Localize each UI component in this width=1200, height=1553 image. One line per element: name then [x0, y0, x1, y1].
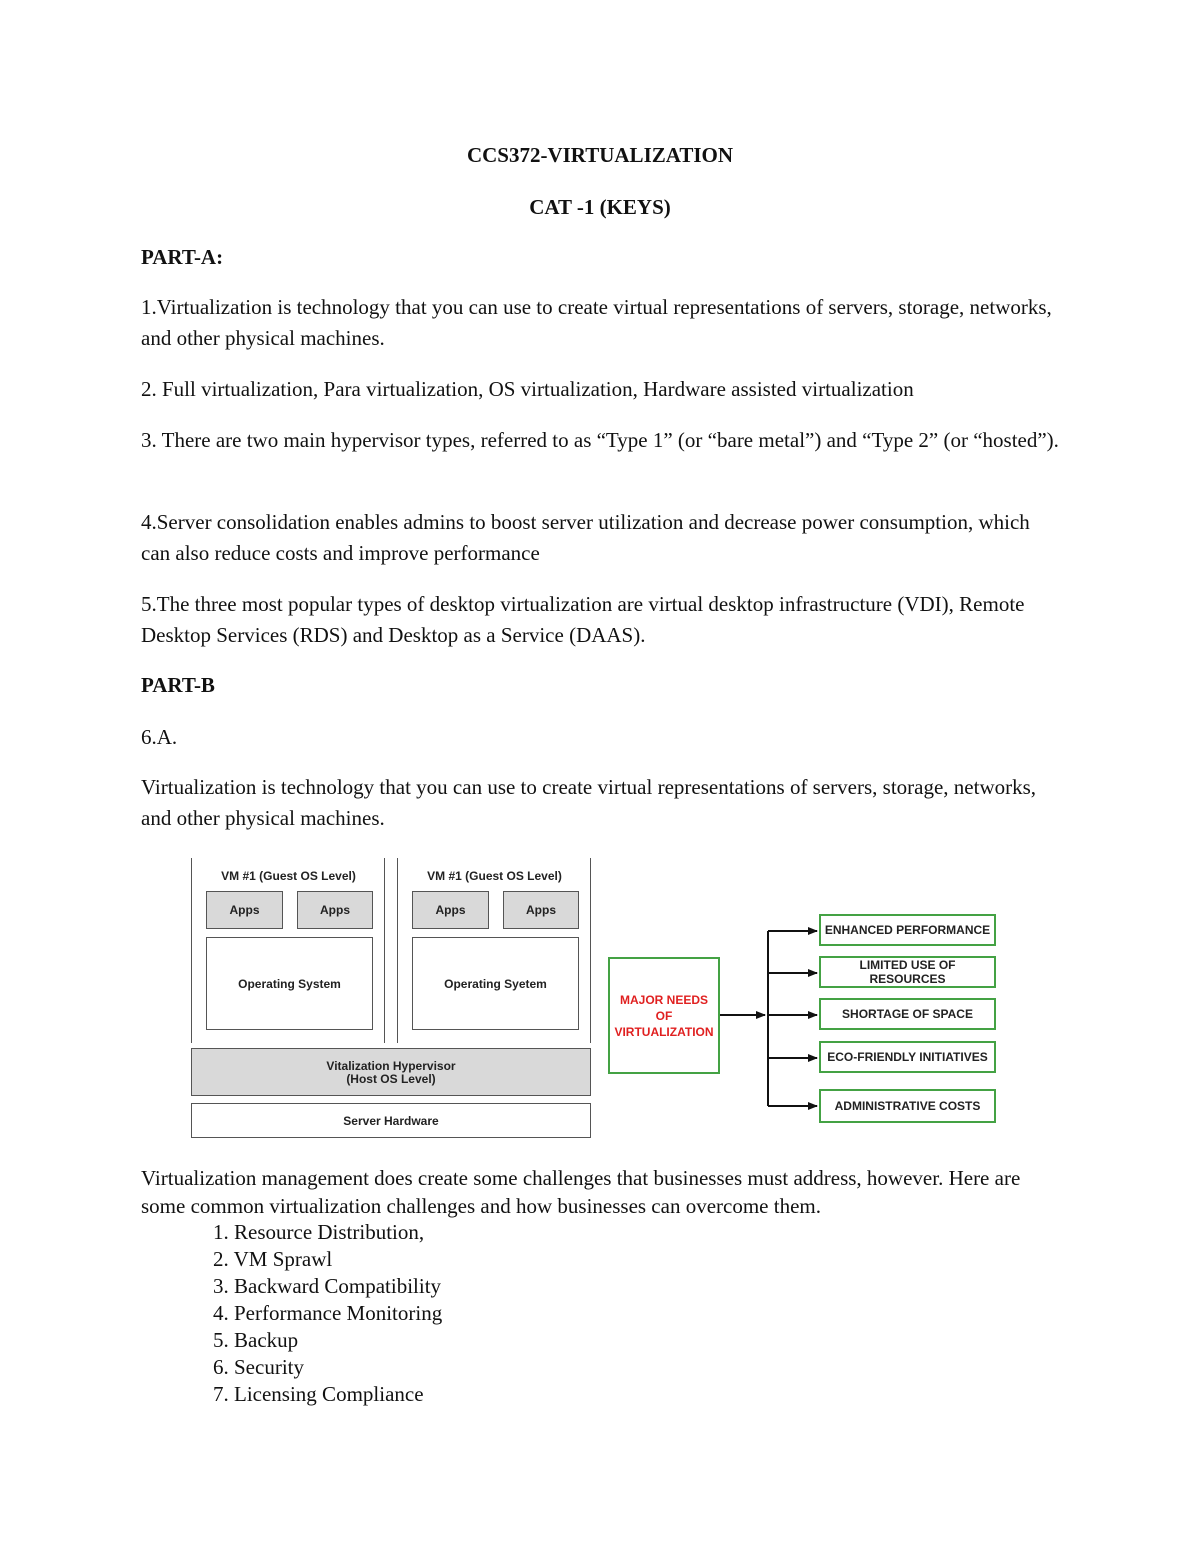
list-item: 7. Licensing Compliance	[213, 1382, 424, 1406]
challenges-list	[213, 1219, 442, 1408]
vm-left-os: Operating System	[206, 937, 373, 1030]
document-title: CCS372-VIRTUALIZATION	[466, 143, 734, 167]
document-subtitle: CAT -1 (KEYS)	[529, 195, 671, 219]
list-item: 5. Backup	[213, 1328, 299, 1352]
major-needs-line-3: VIRTUALIZATION	[614, 1024, 714, 1039]
server-hardware-layer: Server Hardware	[191, 1103, 591, 1138]
part-a-heading: PART-A:	[141, 245, 224, 269]
list-item: 3. Backward Compatibility	[213, 1274, 442, 1298]
question-6-answer-text: Virtualization is technology that you can use to create virtual representations of servers, storage, networks, and other physical machines.	[141, 775, 1037, 830]
vm-left-apps-1: Apps	[206, 891, 283, 929]
vm-right-title: VM #1 (Guest OS Level)	[427, 869, 562, 883]
vm-left-title: VM #1 (Guest OS Level)	[221, 869, 356, 883]
vm-right-apps-1: Apps	[412, 891, 489, 929]
answer-3-text: 3. There are two main hypervisor types, referred to as “Type 1” (or “bare metal”) and “Type 2” (or “hosted”).	[141, 428, 1059, 452]
need-limited-resources: LIMITED USE OF RESOURCES	[819, 956, 996, 988]
major-needs-line-1: MAJOR NEEDS	[619, 992, 708, 1007]
list-item: 4. Performance Monitoring	[213, 1301, 443, 1325]
major-needs-line-2: OF	[655, 1008, 673, 1023]
need-eco-friendly: ECO-FRIENDLY INITIATIVES	[819, 1041, 996, 1073]
part-b-heading: PART-B	[141, 673, 215, 697]
hypervisor-line-1: Vitalization Hypervisor	[326, 1059, 456, 1073]
list-item: 1. Resource Distribution,	[213, 1220, 425, 1244]
vm-left-apps-2: Apps	[297, 891, 373, 929]
list-item: 2. VM Sprawl	[213, 1247, 333, 1271]
challenges-intro-text: Virtualization management does create some challenges that businesses must address, however. Here are some common virtualization challenges and how businesses can overcome them.	[141, 1166, 1021, 1218]
list-item: 6. Security	[213, 1355, 304, 1379]
need-enhanced-performance: ENHANCED PERFORMANCE	[819, 914, 996, 946]
need-shortage-of-space: SHORTAGE OF SPACE	[819, 998, 996, 1030]
vm-right-os: Operating Syetem	[412, 937, 579, 1030]
challenges-intro	[141, 1164, 1061, 1220]
hypervisor-line-2: (Host OS Level)	[346, 1072, 436, 1086]
vm-right-apps-2: Apps	[503, 891, 579, 929]
question-6-label-text: 6.A.	[141, 725, 178, 749]
answer-1-text: 1.Virtualization is technology that you can use to create virtual representations of servers, storage, networks, and other physical machines.	[141, 295, 1052, 350]
answer-4-text: 4.Server consolidation enables admins to boost server utilization and decrease power consumption, which can also reduce costs and improve performance	[141, 510, 1030, 565]
answer-5-text: 5.The three most popular types of desktop virtualization are virtual desktop infrastructure (VDI), Remote Desktop Services (RDS) and Desktop as a Service (DAAS).	[141, 592, 1025, 647]
need-administrative-costs: ADMINISTRATIVE COSTS	[819, 1089, 996, 1123]
answer-2-text: 2. Full virtualization, Para virtualization, OS virtualization, Hardware assisted virtualization	[141, 377, 914, 401]
